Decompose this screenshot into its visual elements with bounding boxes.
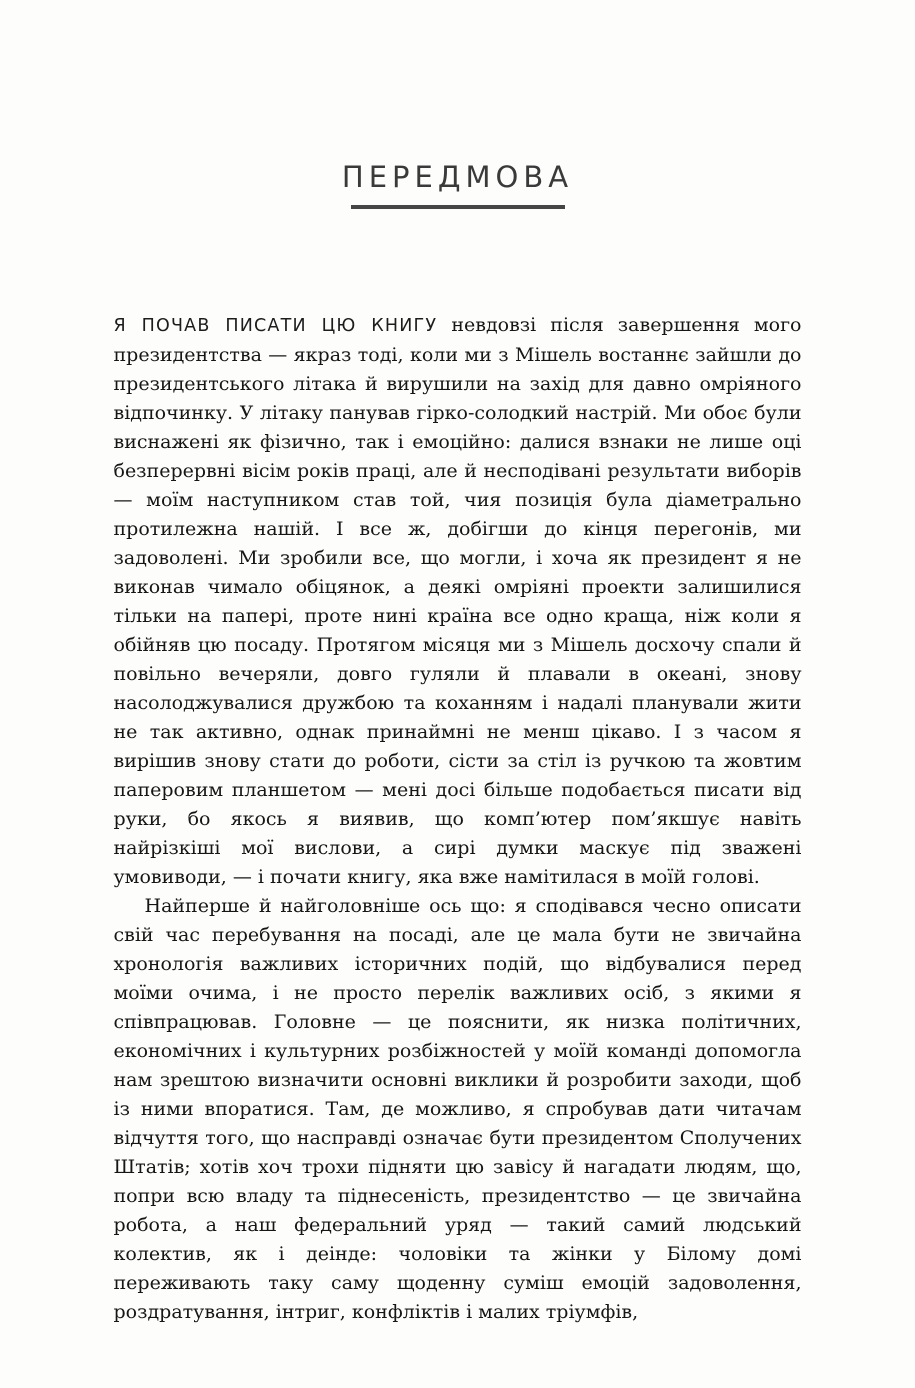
title-underline [351,205,565,209]
body-text [114,311,802,1327]
chapter-header [0,0,915,209]
paragraph [114,892,802,1327]
paragraph-lead-in: Я ПОЧАВ ПИСАТИ ЦЮ КНИГУ [113,316,438,336]
chapter-title: ПЕРЕДМОВА [341,160,574,194]
paragraph-text: Найперше й найголовніше ось що: я сподівався чесно описати свій час перебування на посаді, але це мала бути не звичайна хронологія важливих історичних подій, що відбувалися перед моїми очима, і не просто перелік важливих осіб, з якими я співпрацював. Головне — це пояснити, як низка політичних, економічних і культурних розбіжностей у моїй команді допомогла нам зрештою визначити основні виклики й розробити заходи, щоб із ними впоратися. Там, де можливо, я спробував дати читачам відчуття того, що насправді означає бути президентом Сполучених Штатів; хотів хоч трохи підняти цю завісу й нагадати людям, що, попри всю владу та піднесеність, президентство — це звичайна робота, а наш федеральний уряд — такий самий людський колектив, як і деінде: чоловіки та жінки у Білому домі переживають таку саму щоденну суміш емоцій задоволення, роздратування, інтриг, конфліктів і малих тріумфів, [113,895,802,1323]
paragraph [114,311,802,892]
paragraph-text: невдовзі після завершення мого президентства — якраз тоді, коли ми з Мішель востаннє зайшли до президентського літака й вирушили на захід для давно омріяного відпочинку. У літаку панував гірко-солодкий настрій. Ми обоє були виснажені як фізично, так і емоційно: далися взнаки не лише оці безперервні вісім років праці, але й несподівані результати виборів — моїм наступником став той, чия позиція була діаметрально протилежна нашій. І все ж, добігши до кінця перегонів, ми задоволені. Ми зробили все, що могли, і хоча як президент я не виконав чимало обіцянок, а деякі омріяні проекти залишилися тільки на папері, проте нині країна все одно краща, ніж коли я обійняв цю посаду. Протягом місяця ми з Мішель досхочу спали й повільно вечеряли, довго гуляли й плавали в океані, знову насолоджувалися дружбою та коханням і надалі планували жити не так активно, однак принаймні не менш цікаво. І з часом я вирішив знову стати до роботи, сісти за стіл із ручкою та жовтим паперовим планшетом — мені досі більше подобається писати від руки, бо якось я виявив, що комп’ютер пом’якшує навіть найрізкіші мої вислови, а сирі думки маскує під зважені умовиводи, — і почати книгу, яка вже намітилася в моїй голові. [113,314,802,888]
